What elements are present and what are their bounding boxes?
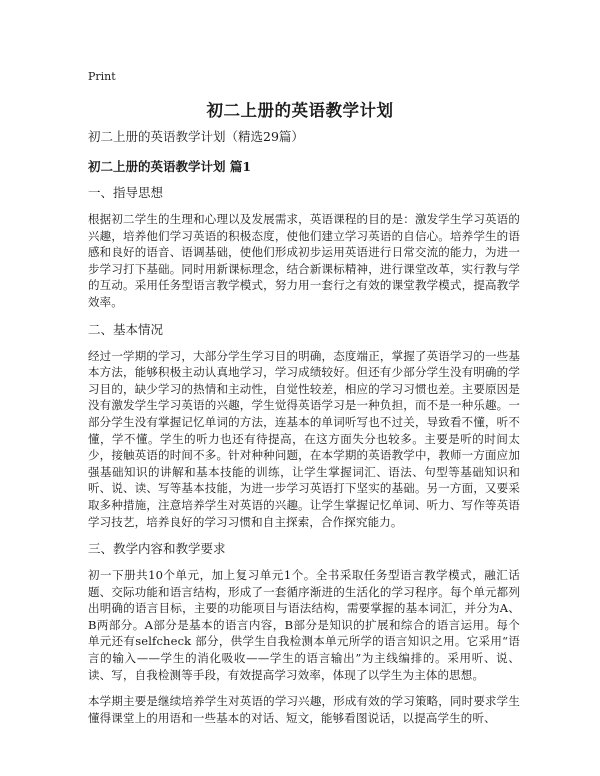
paragraph-semester-goals: 本学期主要是继续培养学生对英语的学习兴趣，形成有效的学习策略，同时要求学生懂得课堂上的用语和一些基本的对话、短文，能够看图说话，以提高学生的听、 (88, 694, 520, 725)
document-body (88, 128, 520, 736)
heading-guiding-ideology: 一、指导思想 (88, 185, 164, 200)
heading-basic-situation: 二、基本情况 (88, 321, 164, 337)
paragraph-guiding-ideology: 根据初二学生的生理和心理以及发展需求，英语课程的目的是：激发学生学习英语的兴趣，培养他们学习英语的积极态度，使他们建立学习英语的自信心。培养学生的语感和良好的语音、语调基础，使他们形成初步运用英语进行日常交流的能力，为进一步学习打下基础。同时用新课标理念，结合新课标精神，进行课堂改革，实行教与学的互动。采用任务型语言教学模式，努力用一套行之有效的课堂教学模式，提高教学效率。 (88, 212, 520, 309)
heading-teaching-content: 三、教学内容和教学要求 (88, 541, 226, 557)
paragraph-teaching-content: 初一下册共10个单元，加上复习单元1个。全书采取任务型语言教学模式，融汇话题、交际功能和语言结构，形成了一套循序渐进的生活化的学习程序。每个单元都列出明确的语言目标，主要的功能项目与语法结构，需要掌握的基本词汇，并分为A、B两部分。A部分是基本的语言内容，B部分是知识的扩展和综合的语言运用。每个单元还有selfcheck 部分，供学生自我检测本单元所学的语言知识之用。它采用“语言的输入——学生的消化吸收——学生的语言输出”为主线编排的。采用听、说、读、写，自我检测等手段，有效提高学习效率，体现了以学生为主体的思想。 (88, 568, 520, 682)
print-link[interactable]: Print (88, 70, 116, 83)
document-subtitle: 初二上册的英语教学计划（精选29篇） (88, 129, 304, 144)
section-title: 初二上册的英语教学计划 篇1 (88, 159, 252, 174)
page-title: 初二上册的英语教学计划 (206, 101, 394, 120)
paragraph-basic-situation: 经过一学期的学习，大部分学生学习目的明确，态度端正，掌握了英语学习的一些基本方法，能够积极主动认真地学习，学习成绩较好。但还有少部分学生没有明确的学习目的，缺少学习的热情和主动性，自觉性较差，相应的学习习惯也差。主要原因是没有激发学生学习英语的兴趣，学生觉得英语学习是一种负担，而不是一种乐趣。一部分学生没有掌握记忆单词的方法，连基本的单词听写也不过关，导致看不懂，听不懂，学不懂。学生的听力也还有待提高，在这方面失分也较多。主要是听的时间太少，接触英语的时间不多。针对种种问题，在本学期的英语教学中，教师一方面应加强基础知识的讲解和基本技能的训练，让学生掌握词汇、语法、句型等基础知识和听、说、读、写等基本技能，为进一步学习英语打下坚实的基础。另一方面，又要采取多种措施，注意培养学生对英语的兴趣。让学生掌握记忆单词、听力、写作等英语学习技艺，培养良好的学习习惯和自主探索，合作探究能力。 (88, 348, 520, 529)
